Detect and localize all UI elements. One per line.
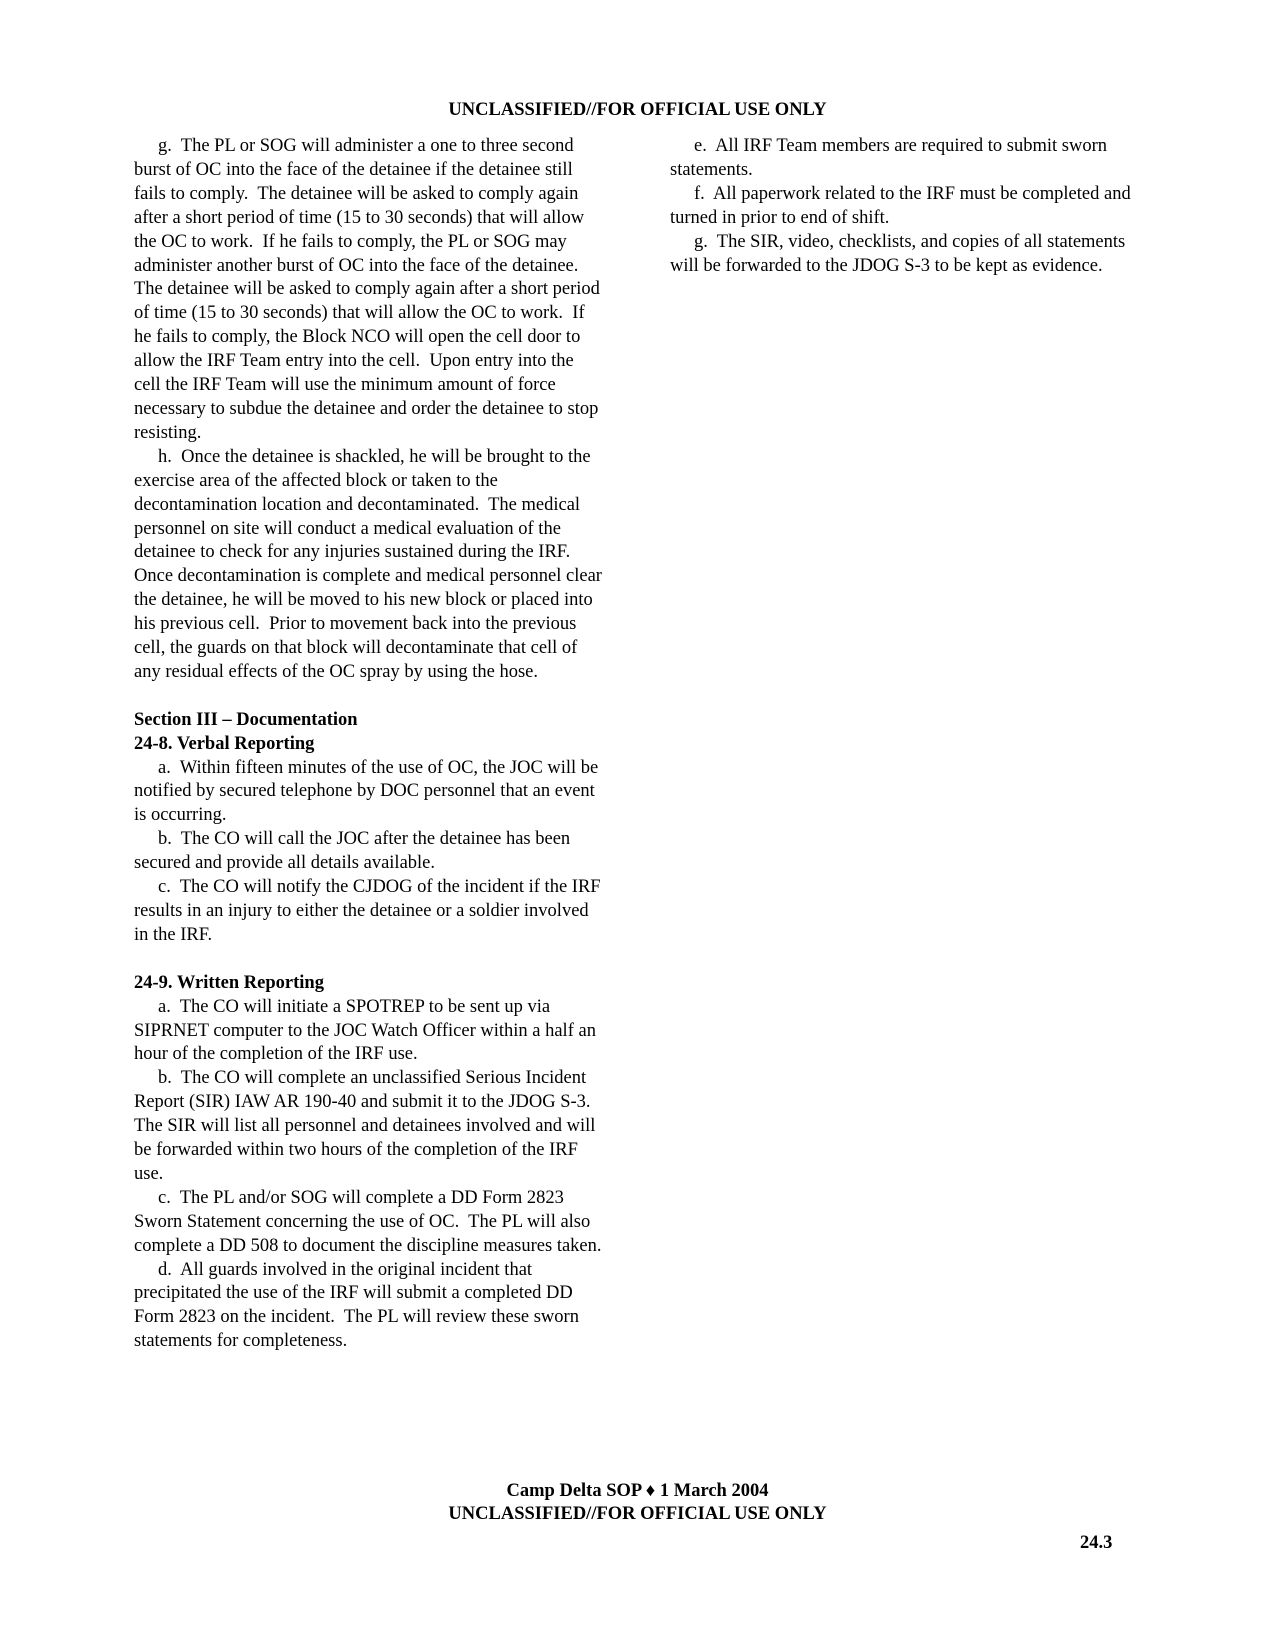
footer <box>0 1480 1275 1526</box>
written-paragraph-b: b. The CO will complete an unclassified Serious Incident Report (SIR) IAW AR 190-40 and submit it to the JDOG S-3. The SIR will list all personnel and detainees involved and will be forwarded within two hours of the completion of the IRF use. <box>134 1068 601 1184</box>
section-heading: Section III – Documentation <box>134 709 358 730</box>
verbal-paragraph-c: c. The CO will notify the CJDOG of the incident if the IRF results in an injury to either the detainee or a soldier involved in the IRF. <box>134 877 606 945</box>
paragraph-h: h. Once the detainee is shackled, he will be brought to the exercise area of the affected block or taken to the decontamination location and decontaminated. The medical personnel on site will conduct a medical evaluation of the detainee to check for any injuries sustained during the IRF. Once decontamination is complete and medical personnel clear the detainee, he will be moved to his new block or placed into his previous cell. Prior to movement back into the previous cell, the guards on that block will decontaminate that cell of any residual effects of the OC spray by using the hose. <box>134 446 607 682</box>
written-paragraph-e: e. All IRF Team members are required to submit sworn statements. <box>670 136 1112 180</box>
verbal-reporting-heading: 24-8. Verbal Reporting <box>134 733 315 754</box>
written-paragraph-c: c. The PL and/or SOG will complete a DD Form 2823 Sworn Statement concerning the use of OC. The PL will also complete a DD 508 to document the discipline measures taken. <box>134 1187 602 1256</box>
verbal-paragraph-a: a. Within fifteen minutes of the use of OC, the JOC will be notified by secured telephone by DOC personnel that an event is occurring. <box>134 757 603 826</box>
footer-title: Camp Delta SOP ♦ 1 March 2004 <box>506 1481 769 1501</box>
footer-classification: UNCLASSIFIED//FOR OFFICIAL USE ONLY <box>448 1504 827 1524</box>
right-column <box>670 135 1140 278</box>
paragraph-g: g. The PL or SOG will administer a one to three second burst of OC into the face of the detainee if the detainee still fails to comply. The detainee will be asked to comply again after a short period of time (15 to 30 seconds) that will allow the OC to work. If he fails to comply, the PL or SOG may administer another burst of OC into the face of the detainee. The detainee will be asked to comply again after a short period of time (15 to 30 seconds) that will allow the OC to work. If he fails to comply, the Block NCO will open the cell door to allow the IRF Team entry into the cell. Upon entry into the cell the IRF Team will use the minimum amount of force necessary to subdue the detainee and order the detainee to stop resisting. <box>134 136 605 443</box>
header-classification: UNCLASSIFIED//FOR OFFICIAL USE ONLY <box>448 100 827 120</box>
verbal-paragraph-b: b. The CO will call the JOC after the detainee has been secured and provide all details available. <box>134 829 575 874</box>
written-paragraph-g: g. The SIR, video, checklists, and copies of all statements will be forwarded to the JDOG S-3 to be kept as evidence. <box>670 231 1130 276</box>
written-paragraph-a: a. The CO will initiate a SPOTREP to be sent up via SIPRNET computer to the JOC Watch Officer within a half an hour of the completion of the IRF use. <box>134 996 601 1065</box>
left-column <box>134 135 607 1354</box>
spacer <box>134 685 604 709</box>
written-reporting-heading: 24-9. Written Reporting <box>134 972 324 993</box>
spacer <box>134 948 604 972</box>
written-paragraph-d: d. All guards involved in the original incident that precipitated the use of the IRF will submit a completed DD Form 2823 on the incident. The PL will review these sworn statements for completeness. <box>134 1259 584 1352</box>
written-paragraph-f: f. All paperwork related to the IRF must be completed and turned in prior to end of shift. <box>670 183 1136 228</box>
page-number: 24.3 <box>1080 1533 1113 1553</box>
